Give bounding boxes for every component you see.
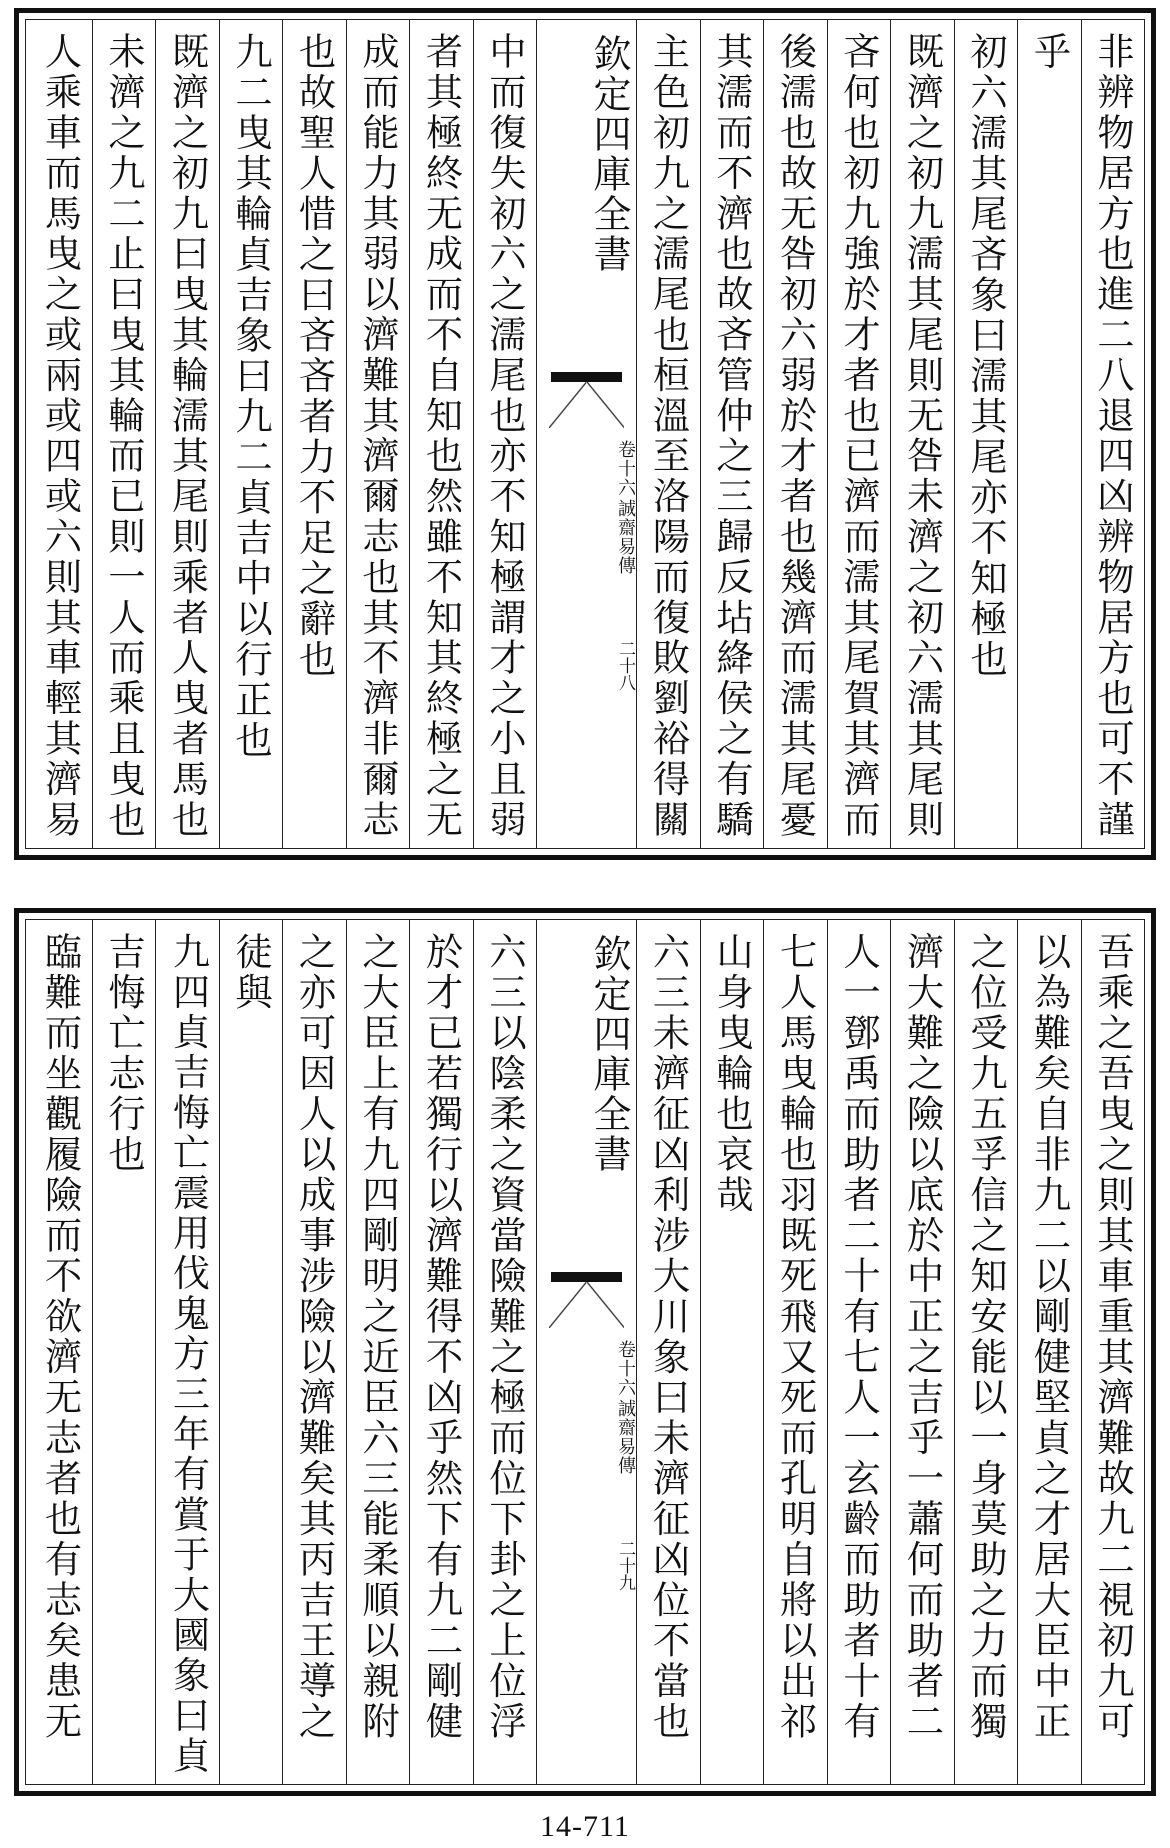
column-text: 中而復失初六之濡尾也亦不知極謂才之小且弱 (483, 32, 527, 840)
column-text: 以為難矣自非九二以剛健堅貞之才居大臣中正 (1027, 932, 1072, 1742)
center-fold-column (536, 920, 636, 1784)
column-text: 七人馬曳輪也羽既死飛又死而孔明自將以出祁 (773, 932, 818, 1742)
volume-label: 卷十六 (615, 440, 636, 497)
column-text: 六三以陰柔之資當險難之極而位下卦之上位浮 (483, 932, 527, 1742)
top-page-text-column (28, 20, 92, 848)
bottom-page-text-column (636, 920, 700, 1784)
top-page-text-column (827, 20, 891, 848)
column-text: 臨難而坐觀履險而不欲濟无志者也有志矣患无 (38, 932, 83, 1742)
book-title: 誠齋易傳 (615, 1399, 636, 1475)
leaf-number: 二十八 (615, 640, 635, 691)
bottom-page-text-column (954, 920, 1018, 1784)
top-page-text-column (282, 20, 346, 848)
column-text: 之位受九五孚信之知安能以一身莫助之力而獨 (964, 932, 1008, 1742)
column-text: 山身曳輪也哀哉 (710, 932, 754, 1216)
top-page-text-column (409, 20, 473, 848)
column-text: 人乘車而馬曳之或兩或四或六則其車輕其濟易 (38, 32, 83, 840)
fish-tail-mark (551, 1272, 622, 1282)
top-page (14, 8, 1156, 860)
bottom-page-text-column (282, 920, 346, 1784)
bottom-page-text-column (890, 920, 954, 1784)
top-page-text-column (155, 20, 219, 848)
top-page-text-column (763, 20, 827, 848)
bottom-page-text-column (763, 920, 827, 1784)
column-text: 吝何也初九強於才者也已濟而濡其尾賀其濟而 (837, 32, 881, 840)
column-text: 成而能力其弱以濟難其濟爾志也其不濟非爾志 (356, 32, 400, 840)
top-page-text-column (473, 20, 537, 848)
column-text: 於才已若獨行以濟難得不凶乎然下有九二剛健 (419, 932, 464, 1742)
column-text: 之大臣上有九四剛明之近臣六三能柔順以親附 (356, 932, 400, 1742)
top-page-text-column (890, 20, 954, 848)
column-text: 人一鄧禹而助者二十有七人一玄齡而助者十有 (837, 932, 881, 1742)
column-text: 九四貞吉悔亡震用伐鬼方三年有賞于大國象曰貞 (166, 932, 210, 1777)
collection-title: 欽定四庫全書 (587, 934, 631, 1174)
bottom-page-text-column (473, 920, 537, 1784)
column-text: 者其極終无成而不自知也然雖不知其終極之无 (419, 32, 464, 840)
bottom-page-text-column (1017, 920, 1081, 1784)
collection-title: 欽定四庫全書 (587, 34, 631, 274)
column-text: 未濟之九二止曰曳其輪而已則一人而乘且曳也 (102, 32, 146, 840)
column-text: 吉悔亡志行也 (102, 932, 146, 1175)
bottom-page-text-column (219, 920, 283, 1784)
center-fold-column (536, 20, 636, 848)
column-text: 初六濡其尾吝象曰濡其尾亦不知極也 (964, 32, 1008, 680)
fish-tail-ornament (549, 382, 624, 428)
top-page-text-column (954, 20, 1018, 848)
bottom-page (14, 908, 1156, 1796)
column-text: 乎 (1027, 32, 1072, 73)
top-page-text-column (700, 20, 764, 848)
column-text: 非辨物居方也進二八退四凶辨物居方也可不謹 (1091, 32, 1135, 840)
top-page-text-column (219, 20, 283, 848)
leaf-number: 二十九 (615, 1540, 635, 1591)
column-text: 吾乘之吾曳之則其車重其濟難故九二視初九可 (1091, 932, 1135, 1742)
column-text: 既濟之初九濡其尾則无咎未濟之初六濡其尾則 (900, 32, 945, 840)
column-text: 也故聖人惜之曰吝吝者力不足之辭也 (292, 32, 337, 680)
fish-tail-ornament (549, 1282, 624, 1328)
column-text: 濟大難之險以底於中正之吉乎一蕭何而助者二 (900, 932, 945, 1742)
bottom-page-text-column (1081, 920, 1145, 1784)
bottom-page-text-column (409, 920, 473, 1784)
bottom-page-text-column (155, 920, 219, 1784)
top-page-text-column (1081, 20, 1145, 848)
bottom-page-text-column (827, 920, 891, 1784)
column-text: 後濡也故无咎初六弱於才者也幾濟而濡其尾憂 (773, 32, 818, 840)
column-text: 其濡而不濟也故吝管仲之三歸反坫絳侯之有驕 (710, 32, 754, 840)
bottom-page-text-column (92, 920, 156, 1784)
column-text: 徒與 (229, 932, 273, 1013)
bottom-page-text-column (28, 920, 92, 1784)
top-page-text-column (636, 20, 700, 848)
fish-tail-mark (551, 372, 622, 382)
volume-label: 卷十六 (615, 1340, 636, 1397)
bottom-page-text-column (700, 920, 764, 1784)
book-title: 誠齋易傳 (615, 499, 636, 575)
column-text: 既濟之初九曰曳其輪濡其尾則乘者人曳者馬也 (165, 32, 210, 840)
page-footer-number: 14-711 (540, 1810, 630, 1843)
top-page-text-column (1017, 20, 1081, 848)
bottom-page-text-column (346, 920, 410, 1784)
column-text: 六三未濟征凶利涉大川象曰未濟征凶位不當也 (646, 932, 691, 1742)
column-text: 九二曳其輪貞吉象曰九二貞吉中以行正也 (229, 32, 273, 761)
column-text: 主色初九之濡尾也桓溫至洛陽而復敗劉裕得關 (646, 32, 691, 840)
column-text: 之亦可因人以成事涉險以濟難矣其丙吉王導之 (292, 932, 337, 1742)
top-page-text-column (346, 20, 410, 848)
top-page-text-column (92, 20, 156, 848)
